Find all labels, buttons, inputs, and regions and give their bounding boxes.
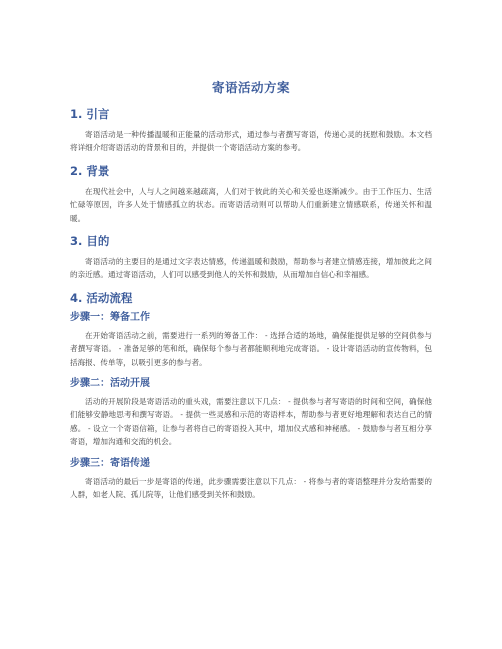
step-heading-3: 步骤三：寄语传递 xyxy=(70,457,150,469)
step-heading-2: 步骤二：活动开展 xyxy=(70,378,150,390)
step-paragraph-3: 寄语活动的最后一步是寄语的传递，此步骤需要注意以下几点： - 将参与者的寄语整理并分发给需要的人群，如老人院、孤儿院等，让他们感受到关怀和鼓励。 xyxy=(70,476,432,500)
step-paragraph-2: 活动的开展阶段是寄语活动的重头戏，需要注意以下几点： - 提供参与者写寄语的时间和空间，确保他们能够安静地思考和撰写寄语。 - 提供一些灵感和示范的寄语样本，帮助参与者更好地理解和表达自己的情感。 - 设立一个寄语信箱，让参与者将自己的寄语投入其中，增加仪式感和神秘感。 - 鼓励参与者互相分享寄语，增加沟通和交流的机会。 xyxy=(70,397,432,447)
section-heading-purpose: 3. 目的 xyxy=(70,234,110,249)
section-paragraph-purpose: 寄语活动的主要目的是通过文字表达情感，传递温暖和鼓励，帮助参与者建立情感连接，增加彼此之间的亲近感。通过寄语活动，人们可以感受到他人的关怀和鼓励，从而增加自信心和幸福感。 xyxy=(70,257,432,280)
document-title: 寄语活动方案 xyxy=(211,80,290,95)
section-paragraph-background: 在现代社会中，人与人之间越来越疏离，人们对于彼此的关心和关爱也逐渐减少。由于工作压力、生活忙碌等原因，许多人处于情感孤立的状态。而寄语活动则可以帮助人们重新建立情感联系，传递关怀和温暖。 xyxy=(70,186,432,223)
section-heading-intro: 1. 引言 xyxy=(70,107,110,121)
section-heading-process: 4. 活动流程 xyxy=(70,290,133,305)
step-paragraph-1: 在开始寄语活动之前，需要进行一系列的筹备工作： - 选择合适的场地，确保能提供足够的空间供参与者撰写寄语。 - 准备足够的笔和纸，确保每个参与者都能顺利地完成寄语。 - 设计寄语活动的宣传物料，包括海报、传单等，以吸引更多的参与者。 xyxy=(70,330,432,367)
section-paragraph-intro: 寄语活动是一种传播温暖和正能量的活动形式，通过参与者撰写寄语，传递心灵的抚慰和鼓励。本文档将详细介绍寄语活动的背景和目的，并提供一个寄语活动方案的参考。 xyxy=(70,130,432,153)
section-heading-background: 2. 背景 xyxy=(70,163,110,178)
step-heading-1: 步骤一：筹备工作 xyxy=(70,311,150,323)
